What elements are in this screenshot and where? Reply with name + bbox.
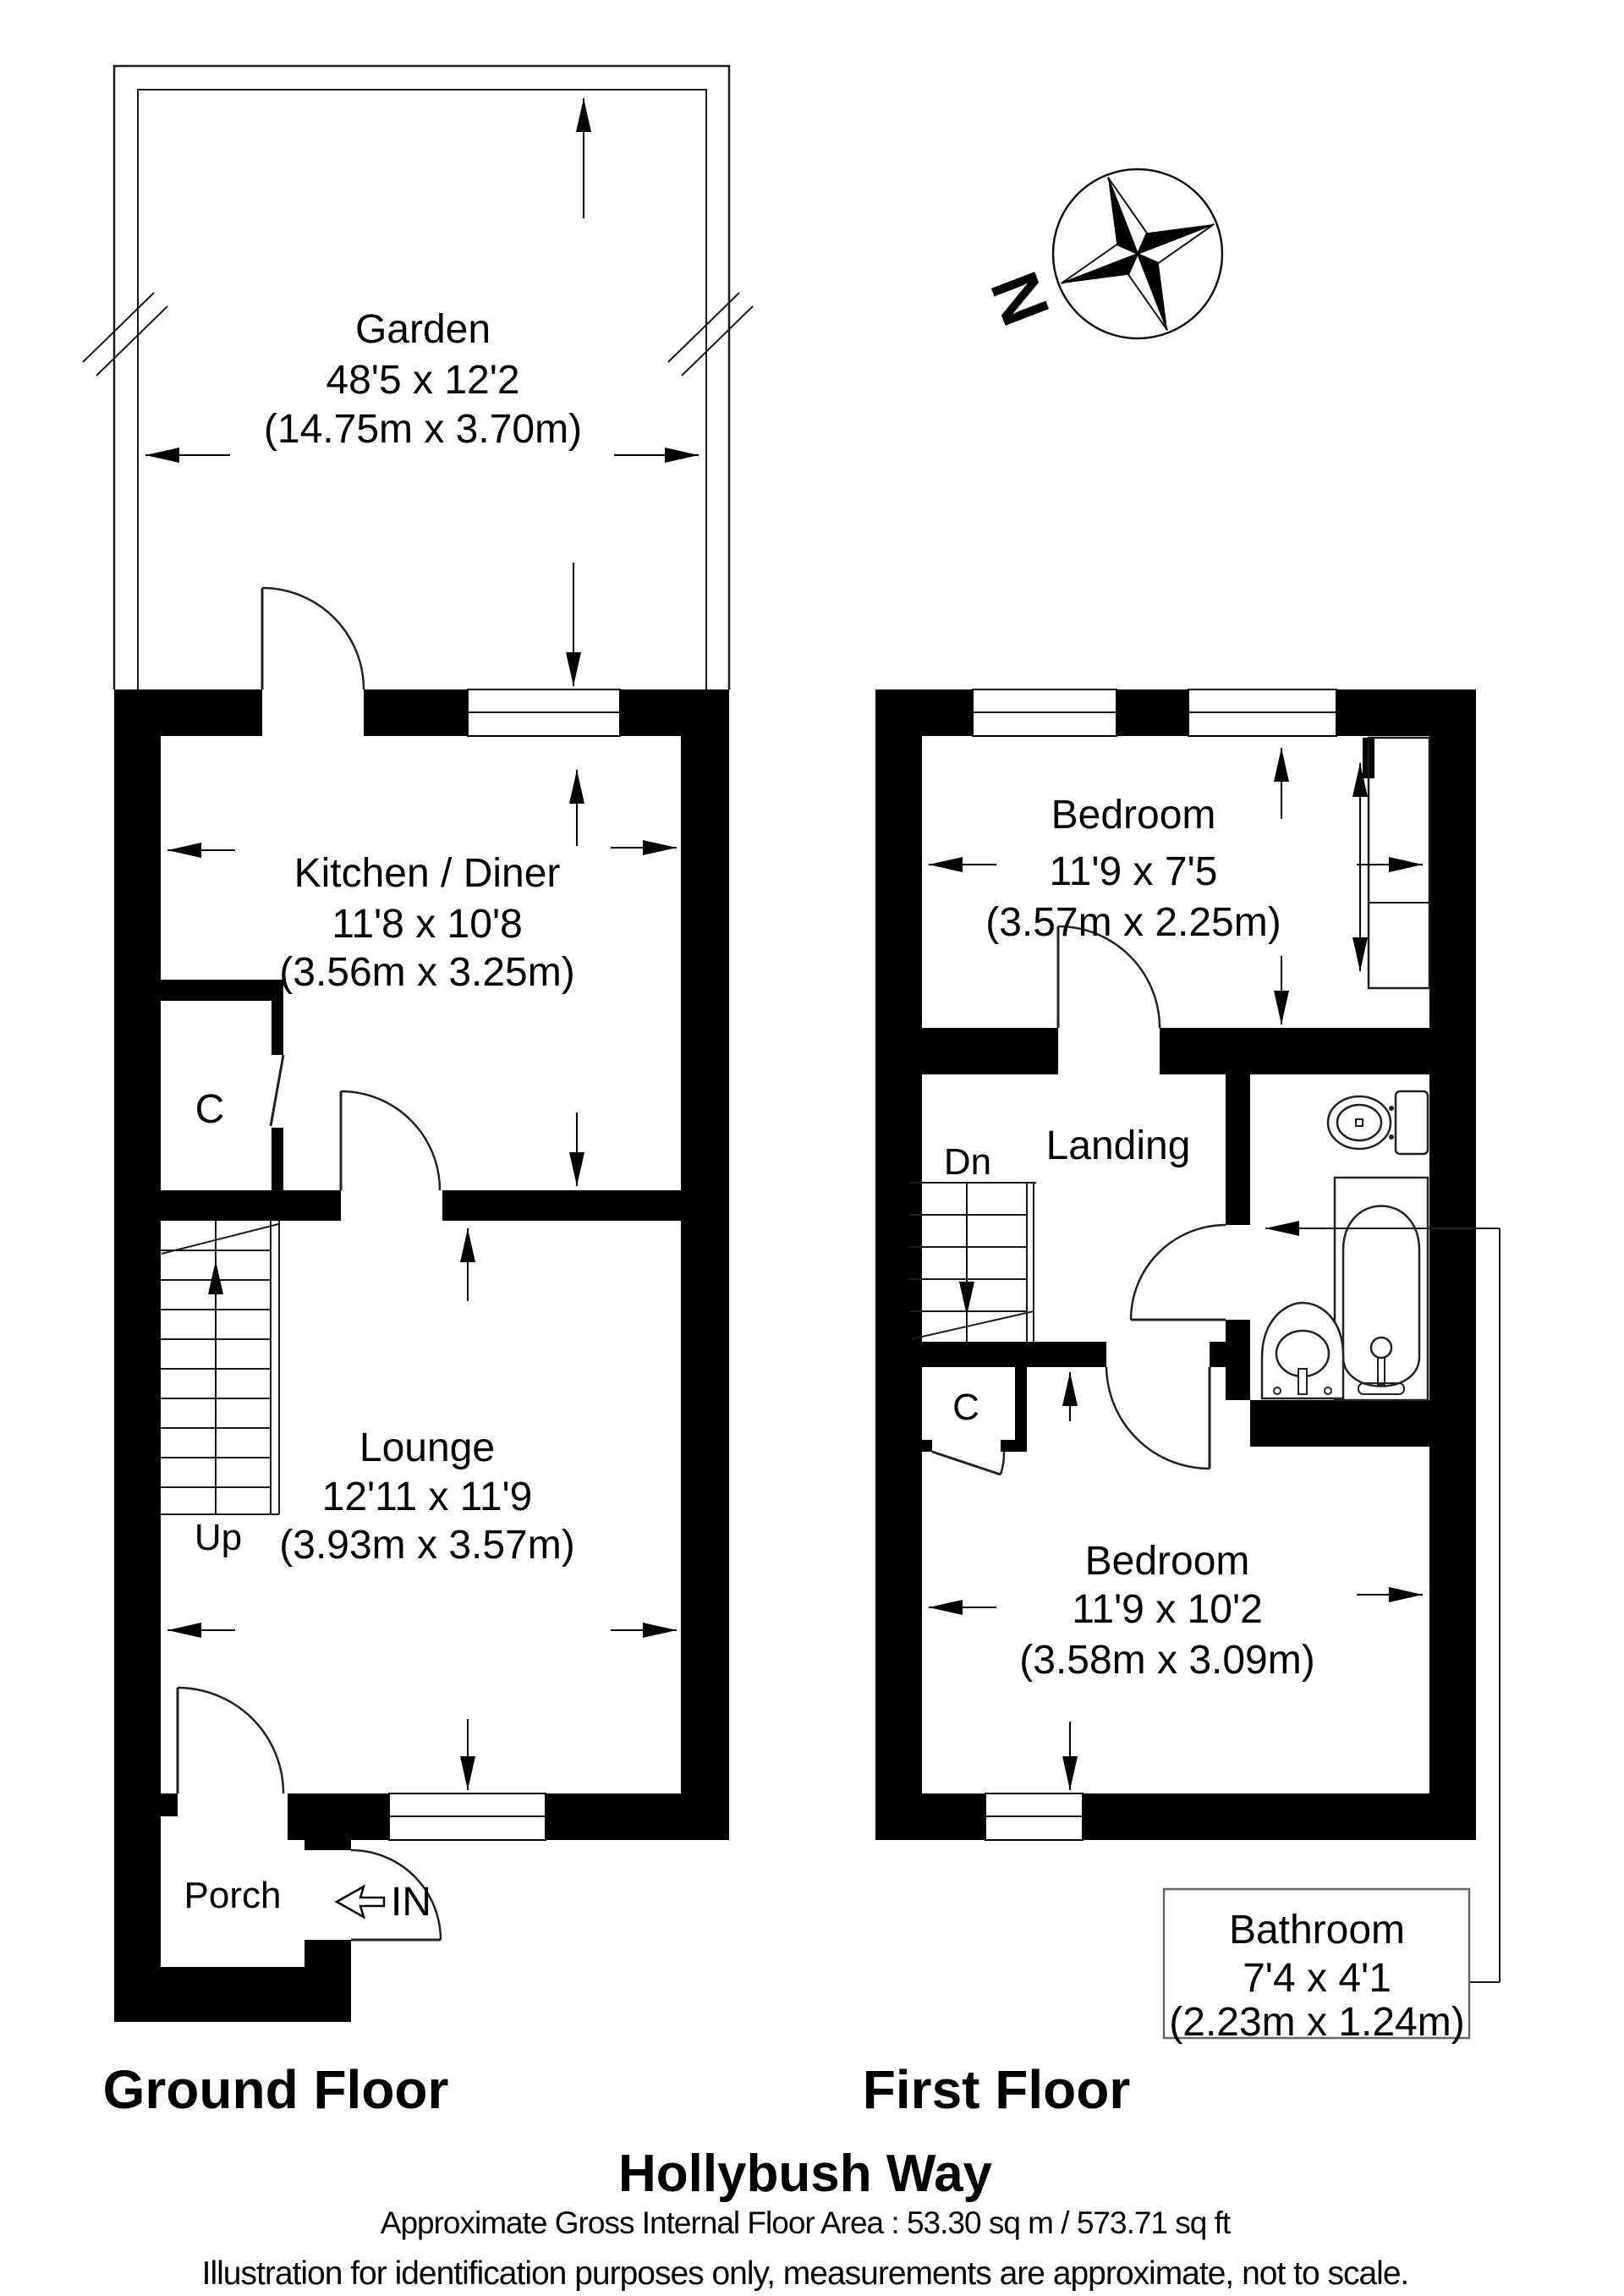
lounge-label: [279, 1425, 574, 1568]
wardrobe: [1360, 738, 1429, 988]
bedroom2-window: [985, 1793, 1083, 1840]
bedroom1-window-right: [1188, 689, 1336, 736]
compass-icon: [976, 169, 1222, 338]
lounge-dims-metric: (3.93m x 3.57m): [279, 1523, 575, 1568]
ground-floor-label: Ground Floor: [102, 2059, 449, 2120]
landing-label: Landing: [1045, 1123, 1191, 1168]
entrance-arrow-icon: [337, 1880, 431, 1925]
lounge-door: [341, 1091, 440, 1190]
first-floor-label: First Floor: [862, 2059, 1131, 2120]
stairs-down-label: Dn: [943, 1141, 992, 1183]
bedroom1-name: Bedroom: [1051, 793, 1216, 838]
porch-label: Porch: [184, 1875, 282, 1916]
bathroom-dims-imperial: 7'4 x 4'1: [1243, 1956, 1391, 2001]
cupboard-ground-label: C: [195, 1087, 225, 1132]
first-floor: [875, 689, 1500, 2045]
cupboard-first-door: [932, 1452, 1004, 1475]
kitchen-dims-metric: (3.56m x 3.25m): [279, 950, 575, 995]
bedroom2-dims-metric: (3.58m x 3.09m): [1019, 1638, 1315, 1683]
kitchen-window: [468, 689, 620, 736]
lounge-window: [389, 1793, 546, 1840]
bathroom-name: Bathroom: [1228, 1908, 1406, 1953]
cupboard-first-label: C: [952, 1387, 979, 1428]
garden-back-door: [262, 588, 364, 689]
north-label: N: [976, 262, 1064, 335]
bedroom2-dims-imperial: 11'9 x 10'2: [1072, 1587, 1263, 1632]
stairs-first: [909, 1183, 1036, 1342]
fence-break-left: [83, 293, 167, 376]
sink-icon: [1262, 1303, 1343, 1398]
cupboard-ground-door: [271, 1055, 283, 1126]
floor-area-text: Approximate Gross Internal Floor Area : 53.30 sq m / 573.71 sq ft: [380, 2205, 1231, 2240]
porch-inner-door: [178, 1688, 283, 1793]
bedroom1-dims-imperial: 11'9 x 7'5: [1049, 849, 1218, 894]
bedroom2-label: [1019, 1539, 1314, 1683]
stairs-ground: [161, 1221, 279, 1514]
bathroom-door: [1131, 1225, 1226, 1320]
kitchen-name: Kitchen / Diner: [294, 851, 561, 896]
bathroom-callout: [1164, 1889, 1469, 2045]
toilet-icon: [1328, 1091, 1428, 1154]
bedroom2-door: [1106, 1367, 1210, 1469]
garden-name: Garden: [354, 307, 491, 352]
garden-dims-imperial: 48'5 x 12'2: [326, 358, 520, 403]
bedroom2-name: Bedroom: [1084, 1539, 1250, 1584]
page-title: Hollybush Way: [617, 2145, 993, 2203]
bathroom-dims-metric: (2.23m x 1.24m): [1169, 2000, 1465, 2045]
bedroom1-window-left: [973, 689, 1116, 736]
fence-break-right: [668, 293, 753, 376]
bedroom1-dims-metric: (3.57m x 2.25m): [985, 900, 1281, 945]
ground-floor: [83, 66, 753, 2022]
kitchen-dims-imperial: 11'8 x 10'8: [332, 902, 523, 947]
lounge-name: Lounge: [359, 1425, 496, 1470]
entrance-label: IN: [391, 1880, 431, 1925]
stairs-up-label: Up: [194, 1517, 243, 1558]
bedroom1-label: [985, 793, 1281, 945]
kitchen-label: [279, 851, 574, 995]
lounge-dims-imperial: 12'11 x 11'9: [321, 1475, 533, 1519]
garden-dims-metric: (14.75m x 3.70m): [263, 407, 583, 452]
bathtub-icon: [1335, 1178, 1428, 1400]
garden-label: [264, 307, 582, 452]
disclaimer-text: Illustration for identification purposes only, measurements are approximate, not to scale.: [201, 2255, 1409, 2292]
